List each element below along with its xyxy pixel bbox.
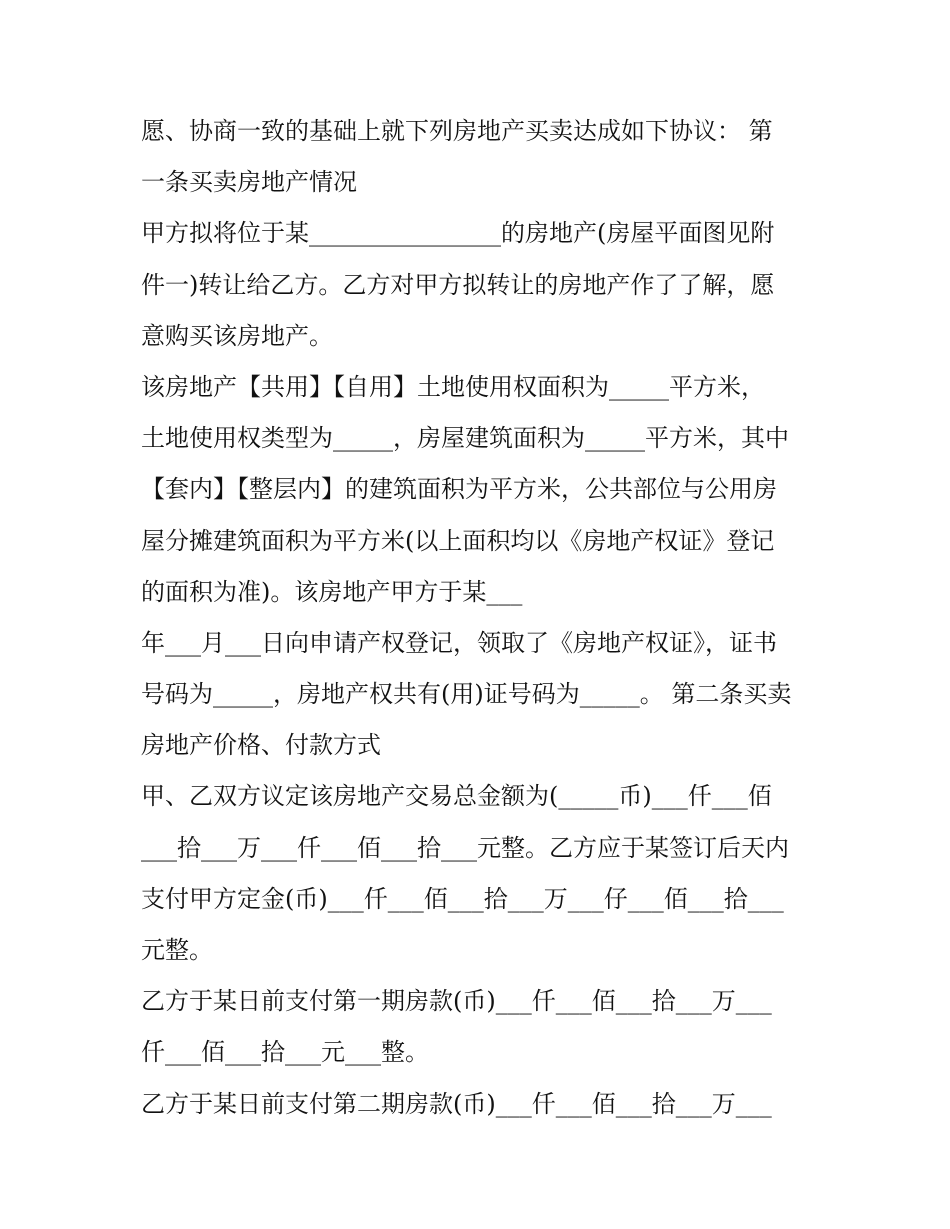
text-line: 乙方于某日前支付第一期房款(币)___仟___佰___拾___万___ bbox=[141, 987, 772, 1016]
text-line: 乙方于某日前支付第二期房款(币)___仟___佰___拾___万___ bbox=[141, 1089, 772, 1118]
text-line: 愿、协商一致的基础上就下列房地产买卖达成如下协议： 第 bbox=[141, 117, 773, 145]
text-line: 的面积为准)。该房地产甲方于某___ bbox=[141, 577, 523, 606]
text-line: 屋分摊建筑面积为平方米(以上面积均以《房地产权证》登记 bbox=[141, 526, 775, 555]
text-line: 元整。 bbox=[141, 936, 213, 964]
text-line: 土地使用权类型为_____，房屋建筑面积为_____平方米，其中 bbox=[141, 424, 789, 453]
text-line: ___拾___万___仟___佰___拾___元整。乙方应于某签订后天内 bbox=[141, 833, 789, 862]
text-line: 号码为_____，房地产权共有(用)证号码为_____。 第二条买卖 bbox=[141, 680, 792, 709]
text-line: 一条买卖房地产情况 bbox=[141, 168, 357, 197]
text-line: 甲、乙双方议定该房地产交易总金额为(_____币)___仟___佰 bbox=[141, 782, 772, 811]
text-line: 支付甲方定金(币)___仟___佰___拾___万___仔___佰___拾___ bbox=[141, 884, 784, 913]
text-line: 年___月___日向申请产权登记，领取了《房地产权证》，证书 bbox=[141, 628, 777, 657]
text-line: 甲方拟将位于某________________的房地产(房屋平面图见附 bbox=[141, 219, 775, 248]
text-line: 件一)转让给乙方。乙方对甲方拟转让的房地产作了了解，愿 bbox=[141, 270, 775, 299]
text-line: 仟___佰___拾___元___整。 bbox=[141, 1038, 429, 1067]
text-line: 意购买该房地产。 bbox=[141, 321, 333, 350]
text-line: 房地产价格、付款方式 bbox=[141, 731, 381, 760]
document-body bbox=[141, 106, 821, 1130]
text-line: 该房地产【共用】【自用】土地使用权面积为_____平方米， bbox=[141, 372, 765, 401]
text-line: 【套内】【整层内】的建筑面积为平方米，公共部位与公用房 bbox=[141, 475, 777, 504]
